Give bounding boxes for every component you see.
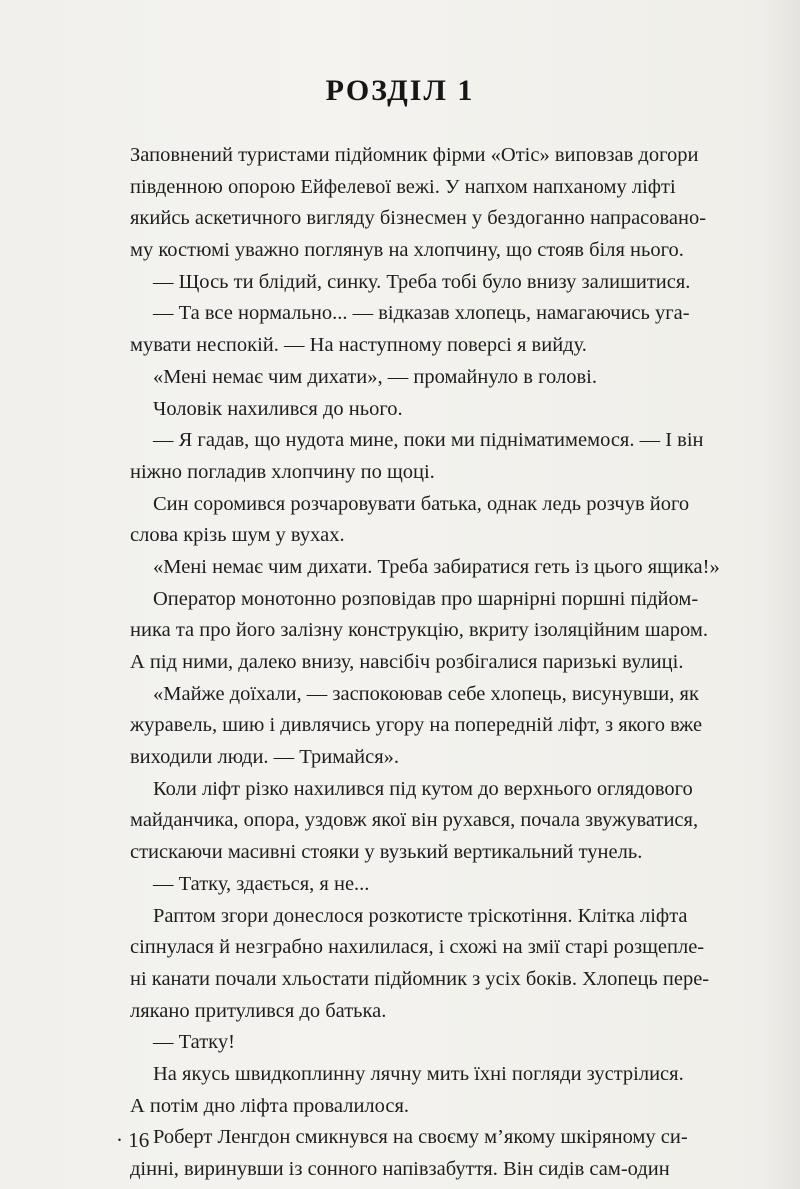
chapter-title: РОЗДІЛ 1 bbox=[325, 74, 475, 107]
text-line: мувати неспокій. — На наступному поверсі я вийду. bbox=[130, 334, 587, 357]
text-line: виходили люди. — Тримайся». bbox=[130, 746, 400, 769]
text-line: Оператор монотонно розповідав про шарнірні поршні підйом- bbox=[153, 587, 699, 610]
body-text bbox=[130, 140, 768, 1186]
text-line: ні канати почали хльостати підйомник з усіх боків. Хлопець пере- bbox=[130, 967, 710, 990]
text-line: лякано притулився до батька. bbox=[130, 999, 387, 1022]
page-number: · 16 bbox=[116, 1128, 150, 1152]
text-line: ніжно погладив хлопчину по щоці. bbox=[130, 460, 435, 483]
text-line: південною опорою Ейфелевої вежі. У напхом напханому ліфті bbox=[130, 175, 676, 198]
text-line: слова крізь шум у вухах. bbox=[130, 524, 345, 547]
text-line: А під ними, далеко внизу, навсібіч розбігалися паризькі вулиці. bbox=[130, 651, 684, 673]
text-line: стискаючи масивні стояки у вузький вертикальний тунель. bbox=[130, 841, 643, 864]
text-line: — Татку, здається, я не... bbox=[153, 872, 370, 895]
text-line: сіпнулася й незграбно нахилилася, і схожі на змії старі розщепле- bbox=[130, 936, 705, 959]
text-line: Роберт Ленгдон смикнувся на своєму м’якому шкіряному си- bbox=[153, 1126, 688, 1149]
text-line: А потім дно ліфта провалилося. bbox=[130, 1094, 410, 1117]
text-line: «Мені немає чим дихати», — промайнуло в голові. bbox=[153, 365, 597, 388]
text-line: «Майже доїхали, — заспокоював себе хлопець, висунувши, як bbox=[153, 682, 699, 705]
text-line: «Мені немає чим дихати. Треба забиратися геть із цього ящика!» bbox=[153, 555, 720, 578]
text-line: майданчика, опора, уздовж якої він рухався, почала звужуватися, bbox=[130, 809, 699, 832]
text-line: якийсь аскетичного вигляду бізнесмен у бездоганно напрасовано- bbox=[130, 207, 707, 230]
text-line: Коли ліфт різко нахилився під кутом до верхнього оглядового bbox=[153, 777, 693, 800]
text-line: — Татку! bbox=[153, 1031, 235, 1054]
text-line: — Я гадав, що нудота мине, поки ми підніматимемося. — І він bbox=[153, 429, 704, 452]
text-line: ника та про його залізну конструкцію, вкриту ізоляційним шаром. bbox=[130, 619, 708, 642]
text-line: журавель, шию і дивлячись угору на попередній ліфт, з якого вже bbox=[130, 714, 703, 737]
text-line: дінні, виринувши із сонного напівзабуття. Він сидів сам-один bbox=[130, 1158, 670, 1180]
text-line: — Та все нормально... — відказав хлопець, намагаючись уга- bbox=[153, 302, 690, 325]
text-line: му костюмі уважно поглянув на хлопчину, що стояв біля нього. bbox=[130, 239, 684, 262]
text-line: Раптом згори донеслося розкотисте тріскотіння. Клітка ліфта bbox=[153, 904, 688, 927]
text-line: Заповнений туристами підйомник фірми «Отіс» виповзав догори bbox=[130, 144, 699, 166]
text-line: На якусь швидкоплинну лячну мить їхні погляди зустрілися. bbox=[153, 1062, 684, 1085]
text-line: Чоловік нахилився до нього. bbox=[153, 397, 403, 420]
text-line: Син соромився розчаровувати батька, однак ледь розчув його bbox=[153, 492, 690, 515]
text-line: — Щось ти блідий, синку. Треба тобі було внизу залишитися. bbox=[153, 270, 691, 293]
